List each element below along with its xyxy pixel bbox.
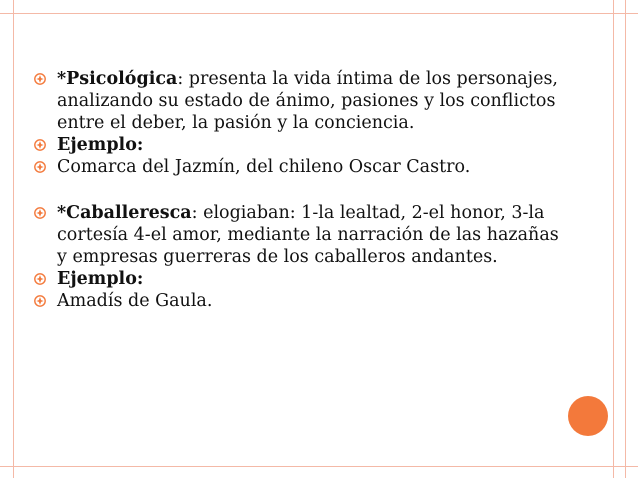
- description-psicologica-line-3: entre el deber, la pasión y la conciencia.: [57, 113, 415, 133]
- bullet-icon: [33, 272, 47, 286]
- bullet-icon: [33, 72, 47, 86]
- description-psicologica-line-1: : presenta la vida íntima de los personajes,: [177, 69, 558, 89]
- bullet-ejemplo-2: [32, 268, 612, 290]
- slide-content: [32, 68, 612, 312]
- frame-top-line: [0, 13, 638, 14]
- bullet-ejemplo-1: [32, 134, 612, 156]
- bullet-amadis: [32, 290, 612, 312]
- description-caballeresca-line-3: y empresas guerreras de los caballeros andantes.: [57, 247, 498, 267]
- bullet-icon: [33, 160, 47, 174]
- example-text-1: Comarca del Jazmín, del chileno Oscar Castro.: [57, 157, 471, 177]
- example-label-2: Ejemplo:: [57, 269, 144, 289]
- decorative-orange-circle: [568, 396, 608, 436]
- bullet-caballeresca: [32, 202, 612, 268]
- paragraph-psicologica: [57, 68, 612, 134]
- frame-left-line: [13, 0, 14, 478]
- frame-right-outer-line: [625, 0, 626, 478]
- bullet-psicologica: [32, 68, 612, 134]
- example-label-1: Ejemplo:: [57, 135, 144, 155]
- bullet-icon: [33, 206, 47, 220]
- example-text-2: Amadís de Gaula.: [57, 291, 213, 311]
- bullet-icon: [33, 294, 47, 308]
- frame-right-inner-line: [613, 0, 614, 478]
- description-caballeresca-line-1: : elogiaban: 1-la lealtad, 2-el honor, 3-la: [191, 203, 545, 223]
- description-caballeresca-line-2: cortesía 4-el amor, mediante la narración de las hazañas: [57, 225, 559, 245]
- description-psicologica-line-2: analizando su estado de ánimo, pasiones y los conflictos: [57, 91, 556, 111]
- term-psicologica: *Psicológica: [57, 69, 178, 89]
- paragraph-caballeresca: [57, 202, 612, 268]
- frame-bottom-line: [0, 466, 638, 467]
- bullet-icon: [33, 138, 47, 152]
- paragraph-line: [57, 68, 612, 90]
- bullet-comarca: [32, 156, 612, 178]
- term-caballeresca: *Caballeresca: [57, 203, 192, 223]
- paragraph-line: [57, 202, 612, 224]
